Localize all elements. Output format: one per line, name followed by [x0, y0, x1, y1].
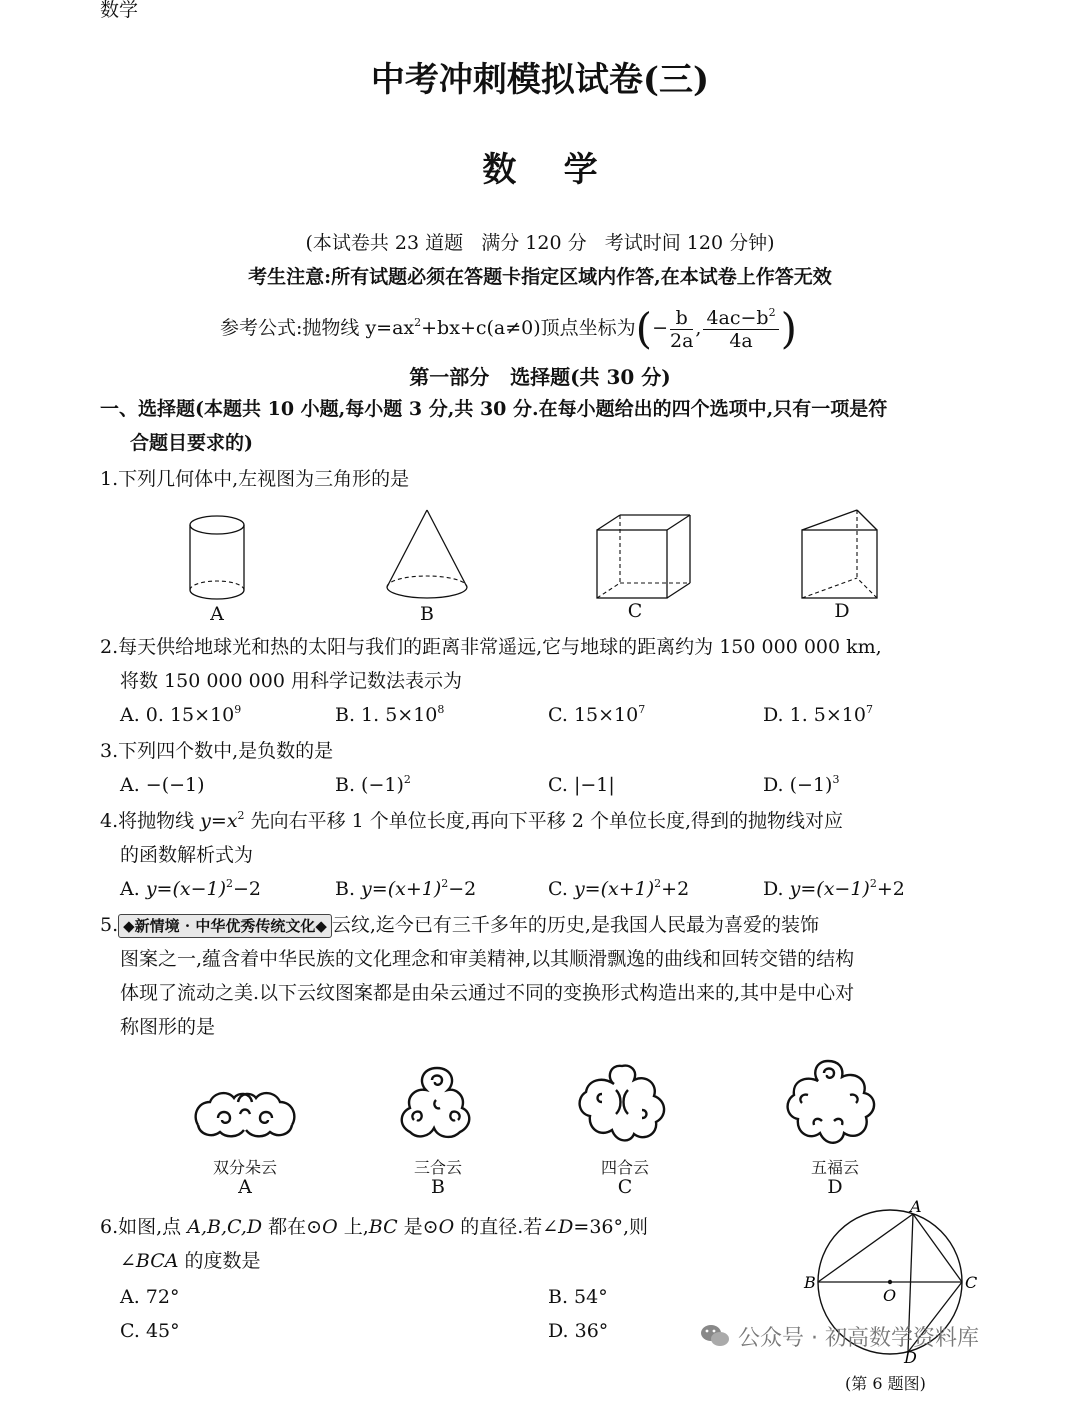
exam-info: (本试卷共 23 道题 满分 120 分 考试时间 120 分钟): [305, 232, 775, 254]
q6-option-d: D. 36°: [548, 1320, 609, 1342]
cloud-c-label: C: [617, 1176, 633, 1198]
q2-option-d: D. 1. $5\times 10^7$: [763, 703, 873, 726]
header-subject: 数学: [100, 0, 139, 21]
q6-point-a: A: [910, 1197, 922, 1216]
subject-title: 数 学: [482, 150, 598, 190]
cloud-d-label: D: [827, 1176, 843, 1198]
formula-neg: −: [652, 317, 668, 339]
q6-line2: ∠BCA 的度数是: [120, 1250, 261, 1272]
q1-label-a: A: [210, 603, 224, 625]
q4-option-c: C. $y=(x+1)^2+2$: [548, 877, 690, 900]
reference-formula: 参考公式:抛物线 $y=ax^2+bx+c(a\ne 0)$顶点坐标为(− $\frac{b}{2a}$ , $\frac{4ac-b^2}{4a}$ ): [220, 304, 797, 353]
q6-option-a: A. 72°: [120, 1286, 180, 1308]
cloud-b-label: B: [431, 1176, 445, 1198]
q6-figure-caption: (第 6 题图): [845, 1374, 926, 1393]
watermark: [700, 1318, 979, 1354]
page-title: 中考冲刺模拟试卷(三): [370, 60, 710, 100]
q5-line3: 体现了流动之美.以下云纹图案都是由朵云通过不同的变换形式构造出来的,其中是中心对: [120, 982, 855, 1004]
cylinder-figure: [180, 505, 260, 605]
cloud-c-figure: [572, 1058, 672, 1153]
cloud-d-figure: [780, 1055, 880, 1155]
q1-label-b: B: [420, 603, 434, 625]
formula-frac1: $\frac{b}{2a}$: [669, 306, 694, 352]
q6-line1: 6.如图,点 A,B,C,D 都在⊙O 上,BC 是⊙O 的直径.若∠D=36°,则: [100, 1216, 649, 1238]
formula-prefix: 参考公式:抛物线 y=ax: [220, 317, 415, 339]
q2-line1: 2.每天供给地球光和热的太阳与我们的距离非常遥远,它与地球的距离约为 150 000 000 km,: [100, 636, 882, 658]
q4-line1: 4.将抛物线 $y=x^2$ 先向右平移 1 个单位长度,再向下平移 2 个单位长度,得到的抛物线对应: [100, 809, 844, 832]
q3-option-a: A. −(−1): [120, 774, 205, 796]
q3-option-c: C. |−1|: [548, 774, 615, 796]
prism-figure: [795, 505, 895, 605]
cloud-d-name: 五福云: [810, 1158, 859, 1177]
q1-label-d: D: [834, 600, 850, 622]
q6-point-o: O: [883, 1286, 897, 1305]
cloud-b-figure: [392, 1060, 482, 1150]
q6-point-c: C: [965, 1273, 978, 1292]
part1-title: 第一部分 选择题(共 30 分): [409, 365, 671, 389]
section1-line2: 合题目要求的): [130, 432, 253, 454]
q6-option-b: B. 54°: [548, 1286, 608, 1308]
cloud-a-label: A: [238, 1176, 252, 1198]
q6-option-c: C. 45°: [120, 1320, 180, 1342]
q5-line2: 图案之一,蕴含着中华民族的文化理念和审美精神,以其顺滑飘逸的曲线和回转交错的结构: [120, 948, 855, 970]
formula-comma: ,: [695, 317, 702, 339]
formula-frac2: $\frac{4ac-b^2}{4a}$: [703, 307, 778, 352]
q4-option-d: D. $y=(x-1)^2+2$: [763, 877, 905, 900]
q4-line2: 的函数解析式为: [120, 844, 254, 866]
wechat-icon: [700, 1323, 730, 1349]
exam-notice: 考生注意:所有试题必须在答题卡指定区域内作答,在本试卷上作答无效: [248, 266, 832, 288]
watermark-text: 公众号 · 初高数学资料库: [738, 1325, 979, 1351]
cloud-c-name: 四合云: [600, 1158, 649, 1177]
q6-point-d: D: [904, 1348, 917, 1367]
cloud-b-name: 三合云: [413, 1158, 462, 1177]
formula-sup: 2: [414, 316, 422, 329]
q3-option-d: D. $(-1)^3$: [763, 773, 840, 796]
q3-option-b: B. $(-1)^2$: [335, 773, 411, 796]
q4-option-a: A. $y=(x-1)^2-2$: [120, 877, 262, 900]
cube-figure: [590, 510, 700, 605]
q3-stem: 3.下列四个数中,是负数的是: [100, 740, 334, 762]
q5-line4: 称图形的是: [120, 1016, 216, 1038]
cone-figure: [380, 505, 480, 605]
cloud-a-name: 双分朵云: [212, 1158, 277, 1177]
q1-stem: 1.下列几何体中,左视图为三角形的是: [100, 468, 410, 490]
q2-option-c: C. $15\times 10^7$: [548, 703, 646, 726]
q2-option-b: B. 1. $5\times 10^8$: [335, 703, 445, 726]
q5-line1: 5. ◆新情境 · 中华优秀传统文化◆ 云纹,迄今已有三千多年的历史,是我国人民最为喜爱的装饰: [100, 914, 819, 936]
section1-line1: 一、选择题(本题共 10 小题,每小题 3 分,共 30 分.在每小题给出的四个选项中,只有一项是符: [100, 398, 888, 420]
cloud-a-figure: [190, 1080, 300, 1150]
q2-line2: 将数 150 000 000 用科学记数法表示为: [120, 670, 462, 692]
q6-point-b: B: [804, 1273, 816, 1292]
q4-option-b: B. $y=(x+1)^2-2$: [335, 877, 477, 900]
q1-label-c: C: [627, 600, 643, 622]
q2-option-a: A. 0. $15\times 10^9$: [120, 703, 242, 726]
formula-mid: +bx+c(a≠0)顶点坐标为: [421, 317, 636, 339]
q5-context-tag: ◆新情境 · 中华优秀传统文化◆: [118, 914, 332, 938]
